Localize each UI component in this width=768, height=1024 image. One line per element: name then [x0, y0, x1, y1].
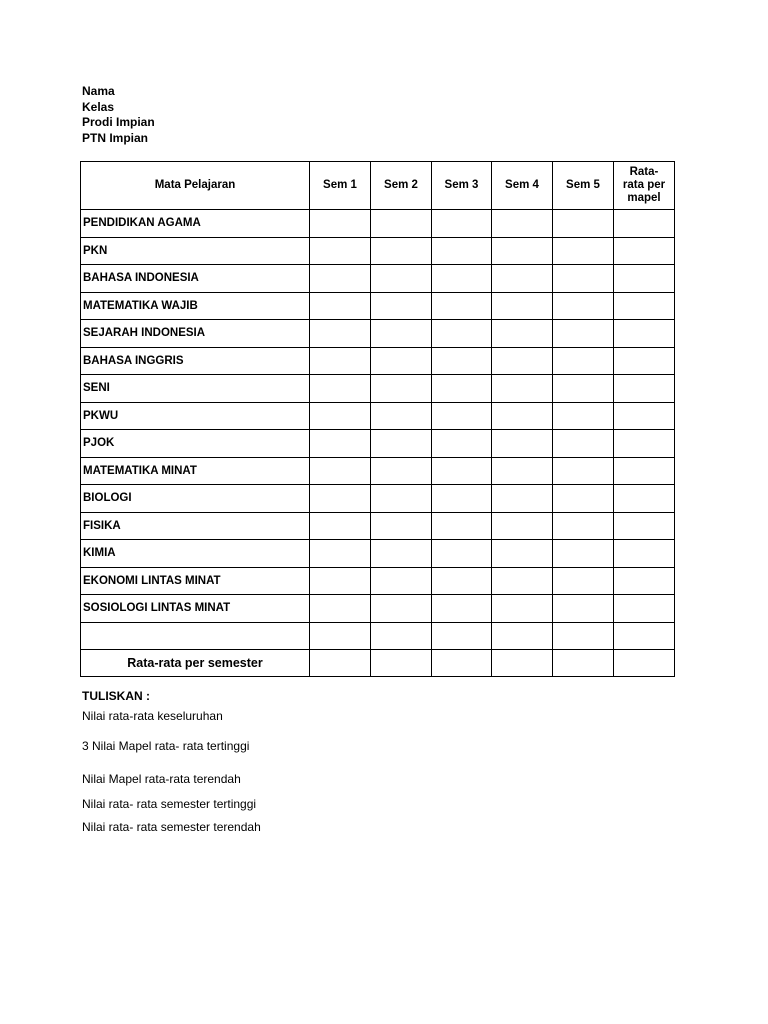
subject-name: KIMIA — [81, 540, 310, 568]
grade-cell[interactable] — [432, 512, 492, 540]
grade-cell[interactable] — [371, 430, 432, 458]
grade-cell[interactable] — [371, 265, 432, 293]
grade-cell[interactable] — [371, 237, 432, 265]
instruction-line: Nilai rata-rata keseluruhan — [82, 709, 223, 723]
subject-name: PKWU — [81, 402, 310, 430]
grade-cell[interactable] — [492, 595, 553, 623]
col-header-rata-rata-per-mapel — [614, 162, 675, 210]
col-header-line: rata per — [622, 179, 666, 191]
table-row — [81, 430, 675, 458]
grade-cell[interactable] — [492, 567, 553, 595]
instruction-line: Nilai rata- rata semester terendah — [82, 820, 261, 834]
grade-cell[interactable] — [614, 402, 675, 430]
subject-name: SEJARAH INDONESIA — [81, 320, 310, 348]
col-header-line: mapel — [627, 192, 661, 204]
grade-cell[interactable] — [492, 485, 553, 513]
subject-name: MATEMATIKA WAJIB — [81, 292, 310, 320]
grade-cell[interactable] — [553, 512, 614, 540]
grade-cell[interactable] — [492, 650, 553, 677]
grade-cell[interactable] — [614, 595, 675, 623]
grade-cell[interactable] — [553, 402, 614, 430]
grade-cell[interactable] — [553, 567, 614, 595]
grade-cell[interactable] — [614, 512, 675, 540]
grade-cell[interactable] — [614, 622, 675, 650]
grade-cell[interactable] — [614, 540, 675, 568]
col-header-sem-4: Sem 4 — [492, 162, 553, 210]
col-header-mata-pelajaran: Mata Pelajaran — [81, 162, 310, 210]
grade-cell[interactable] — [310, 402, 371, 430]
grade-cell[interactable] — [432, 650, 492, 677]
grade-cell[interactable] — [614, 567, 675, 595]
table-row — [81, 210, 675, 238]
grade-cell[interactable] — [432, 430, 492, 458]
grade-cell[interactable] — [553, 292, 614, 320]
grade-cell[interactable] — [492, 347, 553, 375]
subject-name: EKONOMI LINTAS MINAT — [81, 567, 310, 595]
grade-cell[interactable] — [310, 320, 371, 348]
grade-cell[interactable] — [614, 320, 675, 348]
grade-cell[interactable] — [371, 540, 432, 568]
field-kelas: Kelas — [82, 99, 115, 114]
instruction-line: Nilai rata- rata semester tertinggi — [82, 797, 257, 811]
grade-cell[interactable] — [310, 650, 371, 677]
grade-cell[interactable] — [371, 595, 432, 623]
subject-name — [81, 622, 310, 650]
grade-cell[interactable] — [310, 457, 371, 485]
subject-name: BIOLOGI — [81, 485, 310, 513]
subject-name: PKN — [81, 237, 310, 265]
subject-name: PENDIDIKAN AGAMA — [81, 210, 310, 238]
grade-cell[interactable] — [432, 540, 492, 568]
grade-cell[interactable] — [492, 375, 553, 403]
grade-cell[interactable] — [492, 210, 553, 238]
table-row — [81, 265, 675, 293]
table-row — [81, 512, 675, 540]
grade-cell[interactable] — [310, 210, 371, 238]
footer-label-rata-rata-per-semester: Rata-rata per semester — [81, 650, 310, 677]
table-row — [81, 540, 675, 568]
grade-cell[interactable] — [614, 430, 675, 458]
table-header-row — [81, 162, 675, 210]
grade-cell[interactable] — [432, 265, 492, 293]
col-header-sem-3: Sem 3 — [432, 162, 492, 210]
grade-cell[interactable] — [310, 375, 371, 403]
instruction-line: 3 Nilai Mapel rata- rata tertinggi — [82, 739, 250, 753]
grade-cell[interactable] — [614, 292, 675, 320]
grade-cell[interactable] — [310, 430, 371, 458]
grade-cell[interactable] — [371, 567, 432, 595]
grade-cell[interactable] — [553, 622, 614, 650]
grade-cell[interactable] — [371, 320, 432, 348]
table-row — [81, 320, 675, 348]
field-ptn-impian: PTN Impian — [82, 130, 149, 145]
grade-cell[interactable] — [432, 402, 492, 430]
table-row — [81, 595, 675, 623]
grade-cell[interactable] — [614, 347, 675, 375]
grade-cell[interactable] — [614, 457, 675, 485]
table-row — [81, 347, 675, 375]
subject-name: PJOK — [81, 430, 310, 458]
grade-cell[interactable] — [432, 595, 492, 623]
grade-cell[interactable] — [432, 485, 492, 513]
grade-cell[interactable] — [371, 457, 432, 485]
grade-cell[interactable] — [310, 485, 371, 513]
grade-cell[interactable] — [310, 540, 371, 568]
grade-cell[interactable] — [492, 622, 553, 650]
grade-cell[interactable] — [492, 237, 553, 265]
field-prodi-impian: Prodi Impian — [82, 115, 155, 129]
subject-name: SOSIOLOGI LINTAS MINAT — [81, 595, 310, 623]
col-header-sem-1: Sem 1 — [310, 162, 371, 210]
table-row — [81, 237, 675, 265]
grade-cell[interactable] — [614, 237, 675, 265]
grade-cell[interactable] — [492, 512, 553, 540]
grade-cell[interactable] — [371, 402, 432, 430]
grade-cell[interactable] — [492, 320, 553, 348]
grade-cell[interactable] — [310, 292, 371, 320]
grade-cell[interactable] — [432, 237, 492, 265]
grade-cell[interactable] — [371, 375, 432, 403]
table-row — [81, 567, 675, 595]
subject-name: BAHASA INGGRIS — [81, 347, 310, 375]
grade-cell[interactable] — [432, 210, 492, 238]
grade-cell[interactable] — [553, 485, 614, 513]
col-header-sem-2: Sem 2 — [371, 162, 432, 210]
grade-cell[interactable] — [492, 540, 553, 568]
grade-cell[interactable] — [310, 512, 371, 540]
grade-cell[interactable] — [614, 485, 675, 513]
table-row — [81, 622, 675, 650]
grade-cell[interactable] — [371, 650, 432, 677]
grade-cell[interactable] — [492, 402, 553, 430]
grade-cell[interactable] — [492, 430, 553, 458]
grade-cell[interactable] — [553, 595, 614, 623]
grade-cell[interactable] — [310, 347, 371, 375]
table-row — [81, 375, 675, 403]
grade-cell[interactable] — [371, 210, 432, 238]
col-header-sem-5: Sem 5 — [553, 162, 614, 210]
grade-cell[interactable] — [492, 265, 553, 293]
grade-cell[interactable] — [432, 347, 492, 375]
student-info-fields — [82, 84, 155, 146]
grade-cell[interactable] — [432, 375, 492, 403]
table-body — [81, 210, 675, 650]
grade-cell[interactable] — [432, 320, 492, 348]
grade-cell[interactable] — [553, 320, 614, 348]
subject-name: MATEMATIKA MINAT — [81, 457, 310, 485]
grade-cell[interactable] — [553, 540, 614, 568]
grade-cell[interactable] — [492, 457, 553, 485]
table-row — [81, 485, 675, 513]
grade-cell[interactable] — [614, 210, 675, 238]
grade-cell[interactable] — [371, 347, 432, 375]
grade-cell[interactable] — [614, 375, 675, 403]
grade-cell[interactable] — [553, 237, 614, 265]
grade-cell[interactable] — [371, 292, 432, 320]
grade-cell[interactable] — [553, 457, 614, 485]
grade-cell[interactable] — [553, 347, 614, 375]
grades-table — [80, 161, 675, 677]
table-row — [81, 457, 675, 485]
grade-cell[interactable] — [553, 265, 614, 293]
grade-cell[interactable] — [371, 485, 432, 513]
grade-cell[interactable] — [432, 567, 492, 595]
grade-cell[interactable] — [310, 595, 371, 623]
subject-name: BAHASA INDONESIA — [81, 265, 310, 293]
subject-name: SENI — [81, 375, 310, 403]
grade-cell[interactable] — [553, 650, 614, 677]
grade-cell[interactable] — [614, 650, 675, 677]
grade-cell[interactable] — [614, 265, 675, 293]
grade-cell[interactable] — [371, 622, 432, 650]
grade-cell[interactable] — [553, 210, 614, 238]
grade-cell[interactable] — [310, 622, 371, 650]
col-header-line: Rata- — [629, 166, 659, 178]
table-row — [81, 292, 675, 320]
subject-name: FISIKA — [81, 512, 310, 540]
grade-cell[interactable] — [553, 430, 614, 458]
instructions-title: TULISKAN : — [82, 689, 150, 703]
instruction-line: Nilai Mapel rata-rata terendah — [82, 772, 241, 786]
grade-cell[interactable] — [492, 292, 553, 320]
grade-cell[interactable] — [553, 375, 614, 403]
field-nama: Nama — [82, 84, 115, 98]
grade-cell[interactable] — [310, 265, 371, 293]
grade-cell[interactable] — [371, 512, 432, 540]
grade-cell[interactable] — [310, 567, 371, 595]
grade-cell[interactable] — [310, 237, 371, 265]
grade-cell[interactable] — [432, 457, 492, 485]
grade-cell[interactable] — [432, 622, 492, 650]
table-row — [81, 402, 675, 430]
grade-cell[interactable] — [432, 292, 492, 320]
table-footer-row — [81, 650, 675, 677]
